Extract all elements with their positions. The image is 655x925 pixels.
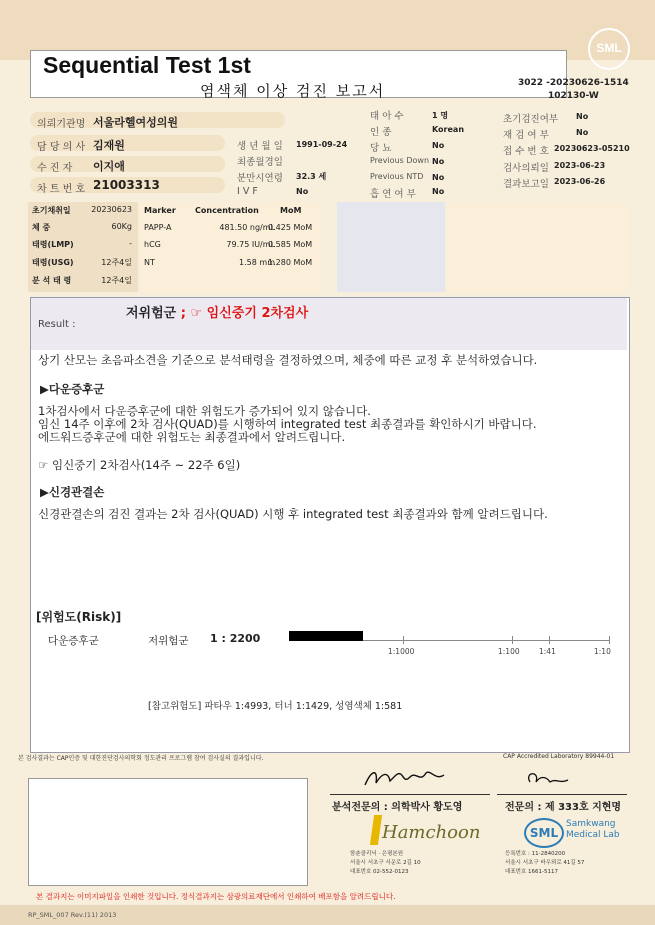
dob-value: 1991-09-24 xyxy=(296,140,348,149)
footer-code: RP_SML_007 Rev.(11) 2013 xyxy=(28,911,117,919)
doctor-value: 김재원 xyxy=(93,139,125,152)
hamchoon-logo-mark xyxy=(370,815,382,845)
race-value: Korean xyxy=(432,125,465,134)
risk-reference: [참고위험도] 파타우 1:4993, 터너 1:1429, 성염색체 1:581 xyxy=(148,701,403,712)
risk-tick xyxy=(512,636,513,644)
retest-label: 재 검 여 부 xyxy=(503,130,549,141)
marker-name: NT xyxy=(144,258,155,267)
result-label: Result : xyxy=(38,319,76,330)
marker-mom: 0.585 MoM xyxy=(268,240,313,249)
cert-note: 본 검사결과는 CAP인증 및 대한진단검사의학회 정도관리 프로그램 참여 검사실의 결과입니다. xyxy=(18,755,264,762)
measure-row-label: 태령(LMP) xyxy=(32,240,74,249)
report-subtitle: 염색체 이상 검진 보고서 xyxy=(200,82,386,100)
risk-level: 저위험군 xyxy=(148,635,189,647)
marker-mom: 1.280 MoM xyxy=(268,258,313,267)
chart-label: 차 트 번 호 xyxy=(37,184,86,195)
rep-label: 결과보고일 xyxy=(503,179,549,190)
report-number-2: 102130-W xyxy=(547,91,599,101)
info-left xyxy=(350,850,421,877)
signature-1 xyxy=(360,765,450,793)
retest-value: No xyxy=(576,128,589,137)
req-label: 검사의뢰일 xyxy=(503,163,549,174)
result-sep: ; xyxy=(176,306,191,321)
down-line-2: 임신 14주 이후에 2차 검사(QUAD)를 시행하여 integrated test 최종결과를 확인하시기 바랍니다. xyxy=(38,417,537,431)
rep-value: 2023-06-26 xyxy=(554,177,606,186)
measure-row-label: 분 석 태 령 xyxy=(32,276,72,285)
risk-ratio: 1 : 2200 xyxy=(210,632,261,645)
samkwang-name: Samkwang xyxy=(566,819,616,829)
patient-label: 수 진 자 xyxy=(37,163,73,174)
result-main: 저위험군 xyxy=(126,306,177,321)
col-mom: MoM xyxy=(280,206,302,215)
risk-tick-label: 1:41 xyxy=(539,647,556,656)
samkwang-logo-badge: SML xyxy=(524,818,564,848)
patient-value: 이지애 xyxy=(93,160,125,173)
signature-2 xyxy=(520,768,580,792)
ntd-line-1: 신경관결손의 검진 결과는 2차 검사(QUAD) 시행 후 integrated test 최종결과와 함께 알려드립니다. xyxy=(38,507,548,521)
result-recommend: ☞ 임신중기 2차검사 xyxy=(190,306,309,321)
bottom-note: 본 결과지는 이미지파일을 인쇄한 것입니다. 정식결과지는 삼광의료재단에서 인쇄하여 배포함을 알려드립니다. xyxy=(36,892,396,901)
measure-row-value: 20230623 xyxy=(91,205,132,214)
info-right-line: 등록번호 : 11-2840200 xyxy=(505,851,566,857)
report-number-1: 3022 -20230626-1514 xyxy=(518,78,629,88)
measure-row-value: 12주4일 xyxy=(101,276,132,285)
marker-conc: 79.75 IU/mL xyxy=(226,240,275,249)
ivf-value: No xyxy=(296,187,309,196)
dm-label: 당 뇨 xyxy=(370,143,392,154)
down-line-3: 에드워드증후군에 대한 위험도는 최종결과에서 알려드립니다. xyxy=(38,430,346,444)
chart-value: 21003313 xyxy=(93,178,160,192)
down-title: ▶다운증후군 xyxy=(40,382,105,396)
ntd-title: ▶신경관결손 xyxy=(40,485,105,499)
measure-row-label: 태령(USG) xyxy=(32,258,74,267)
recv-label: 접 수 번 호 xyxy=(503,146,549,157)
marker-mom: 0.425 MoM xyxy=(268,223,313,232)
info-left-line: 서울시 서초구 서운로 2길 10 xyxy=(350,860,421,866)
marker-name: PAPP-A xyxy=(144,223,172,232)
risk-tick xyxy=(609,636,610,644)
info-right-line: 서울시 서초구 바우뫼로 41길 57 xyxy=(505,860,585,866)
samkwang-sub: Medical Lab xyxy=(566,830,620,840)
risk-name: 다운증후군 xyxy=(48,635,99,647)
measure-row-value: 60Kg xyxy=(111,222,132,231)
prev-ntd-label: Previous NTD xyxy=(370,172,424,181)
info-left-line: 함춘클리닉 · 은평본원 xyxy=(350,851,404,857)
measure-row-value: 12주4일 xyxy=(101,258,132,267)
prev-down-label: Previous Down xyxy=(370,156,430,165)
down-line-1: 1차검사에서 다운증후군에 대한 위험도가 증가되어 있지 않습니다. xyxy=(38,404,371,418)
marker-conc: 1.58 mm xyxy=(239,258,275,267)
samkwang-logo-text xyxy=(566,819,620,841)
doctor-label: 담 당 의 사 xyxy=(37,142,86,153)
fetus-label: 태 아 수 xyxy=(370,111,404,122)
dob-label: 생 년 월 일 xyxy=(237,141,283,152)
age-label: 분만시연령 xyxy=(237,173,283,184)
measure-row-label: 체 중 xyxy=(32,223,51,232)
prev-down-value: No xyxy=(432,157,445,166)
req-value: 2023-06-23 xyxy=(554,161,606,170)
dm-value: No xyxy=(432,141,445,150)
info-right-line: 대표번호 1661-5117 xyxy=(505,869,558,875)
init-value: No xyxy=(576,112,589,121)
col-concentration: Concentration xyxy=(195,206,259,215)
risk-tick-label: 1:1000 xyxy=(388,647,415,656)
sign-line-2 xyxy=(497,794,627,795)
cap-note: CAP Accredited Laboratory 89944-01 xyxy=(503,753,615,760)
doctor-sign: 전문의 : 제 333호 지현명 xyxy=(505,802,622,813)
hamchoon-logo: Hamchoon xyxy=(382,822,481,843)
fetus-value: 1 명 xyxy=(432,111,449,120)
analyst-sign: 분석전문의 : 의학박사 황도영 xyxy=(332,802,463,813)
recv-value: 20230623-05210 xyxy=(554,144,630,153)
result-value xyxy=(126,302,308,321)
age-value: 32.3 세 xyxy=(296,172,327,181)
inst-label: 의뢰기관명 xyxy=(37,119,86,130)
result-header xyxy=(31,298,627,350)
marker-conc: 481.50 ng/mL xyxy=(219,223,275,232)
init-label: 초기검진여부 xyxy=(503,114,559,125)
prev-ntd-value: No xyxy=(432,173,445,182)
info-right xyxy=(505,850,584,877)
sign-line-1 xyxy=(330,794,490,795)
measure-blank-1 xyxy=(337,202,445,292)
stamp-box xyxy=(28,778,308,886)
risk-tick xyxy=(549,636,550,644)
risk-bar xyxy=(289,631,363,641)
smoke-label: 흡 연 여 부 xyxy=(370,189,416,200)
risk-tick xyxy=(403,636,404,644)
risk-tick-label: 1:100 xyxy=(498,647,520,656)
col-marker: Marker xyxy=(144,206,176,215)
smoke-value: No xyxy=(432,187,445,196)
measure-row-value: - xyxy=(129,239,132,248)
info-left-line: 대표번호 02-552-0123 xyxy=(350,869,409,875)
report-number xyxy=(518,77,629,103)
ivf-label: I V F xyxy=(237,186,258,197)
race-label: 인 종 xyxy=(370,127,392,138)
measure-blank-2 xyxy=(447,202,628,292)
risk-header: [위험도(Risk)] xyxy=(36,610,122,624)
risk-tick-label: 1:10 xyxy=(594,647,611,656)
inst-value: 서울라헬여성의원 xyxy=(93,116,179,129)
sml-logo: SML xyxy=(588,28,630,70)
recommend-text: ☞ 임신중기 2차검사(14주 ~ 22주 6일) xyxy=(38,458,241,472)
report-title: Sequential Test 1st xyxy=(43,52,251,78)
intro-text: 상기 산모는 초음파소견을 기준으로 분석태령을 결정하였으며, 체중에 따른 교정 후 분석하였습니다. xyxy=(38,353,538,367)
lmp-label: 최종월경일 xyxy=(237,157,283,168)
measure-row-label: 초기채취일 xyxy=(32,206,71,215)
marker-name: hCG xyxy=(144,240,161,249)
